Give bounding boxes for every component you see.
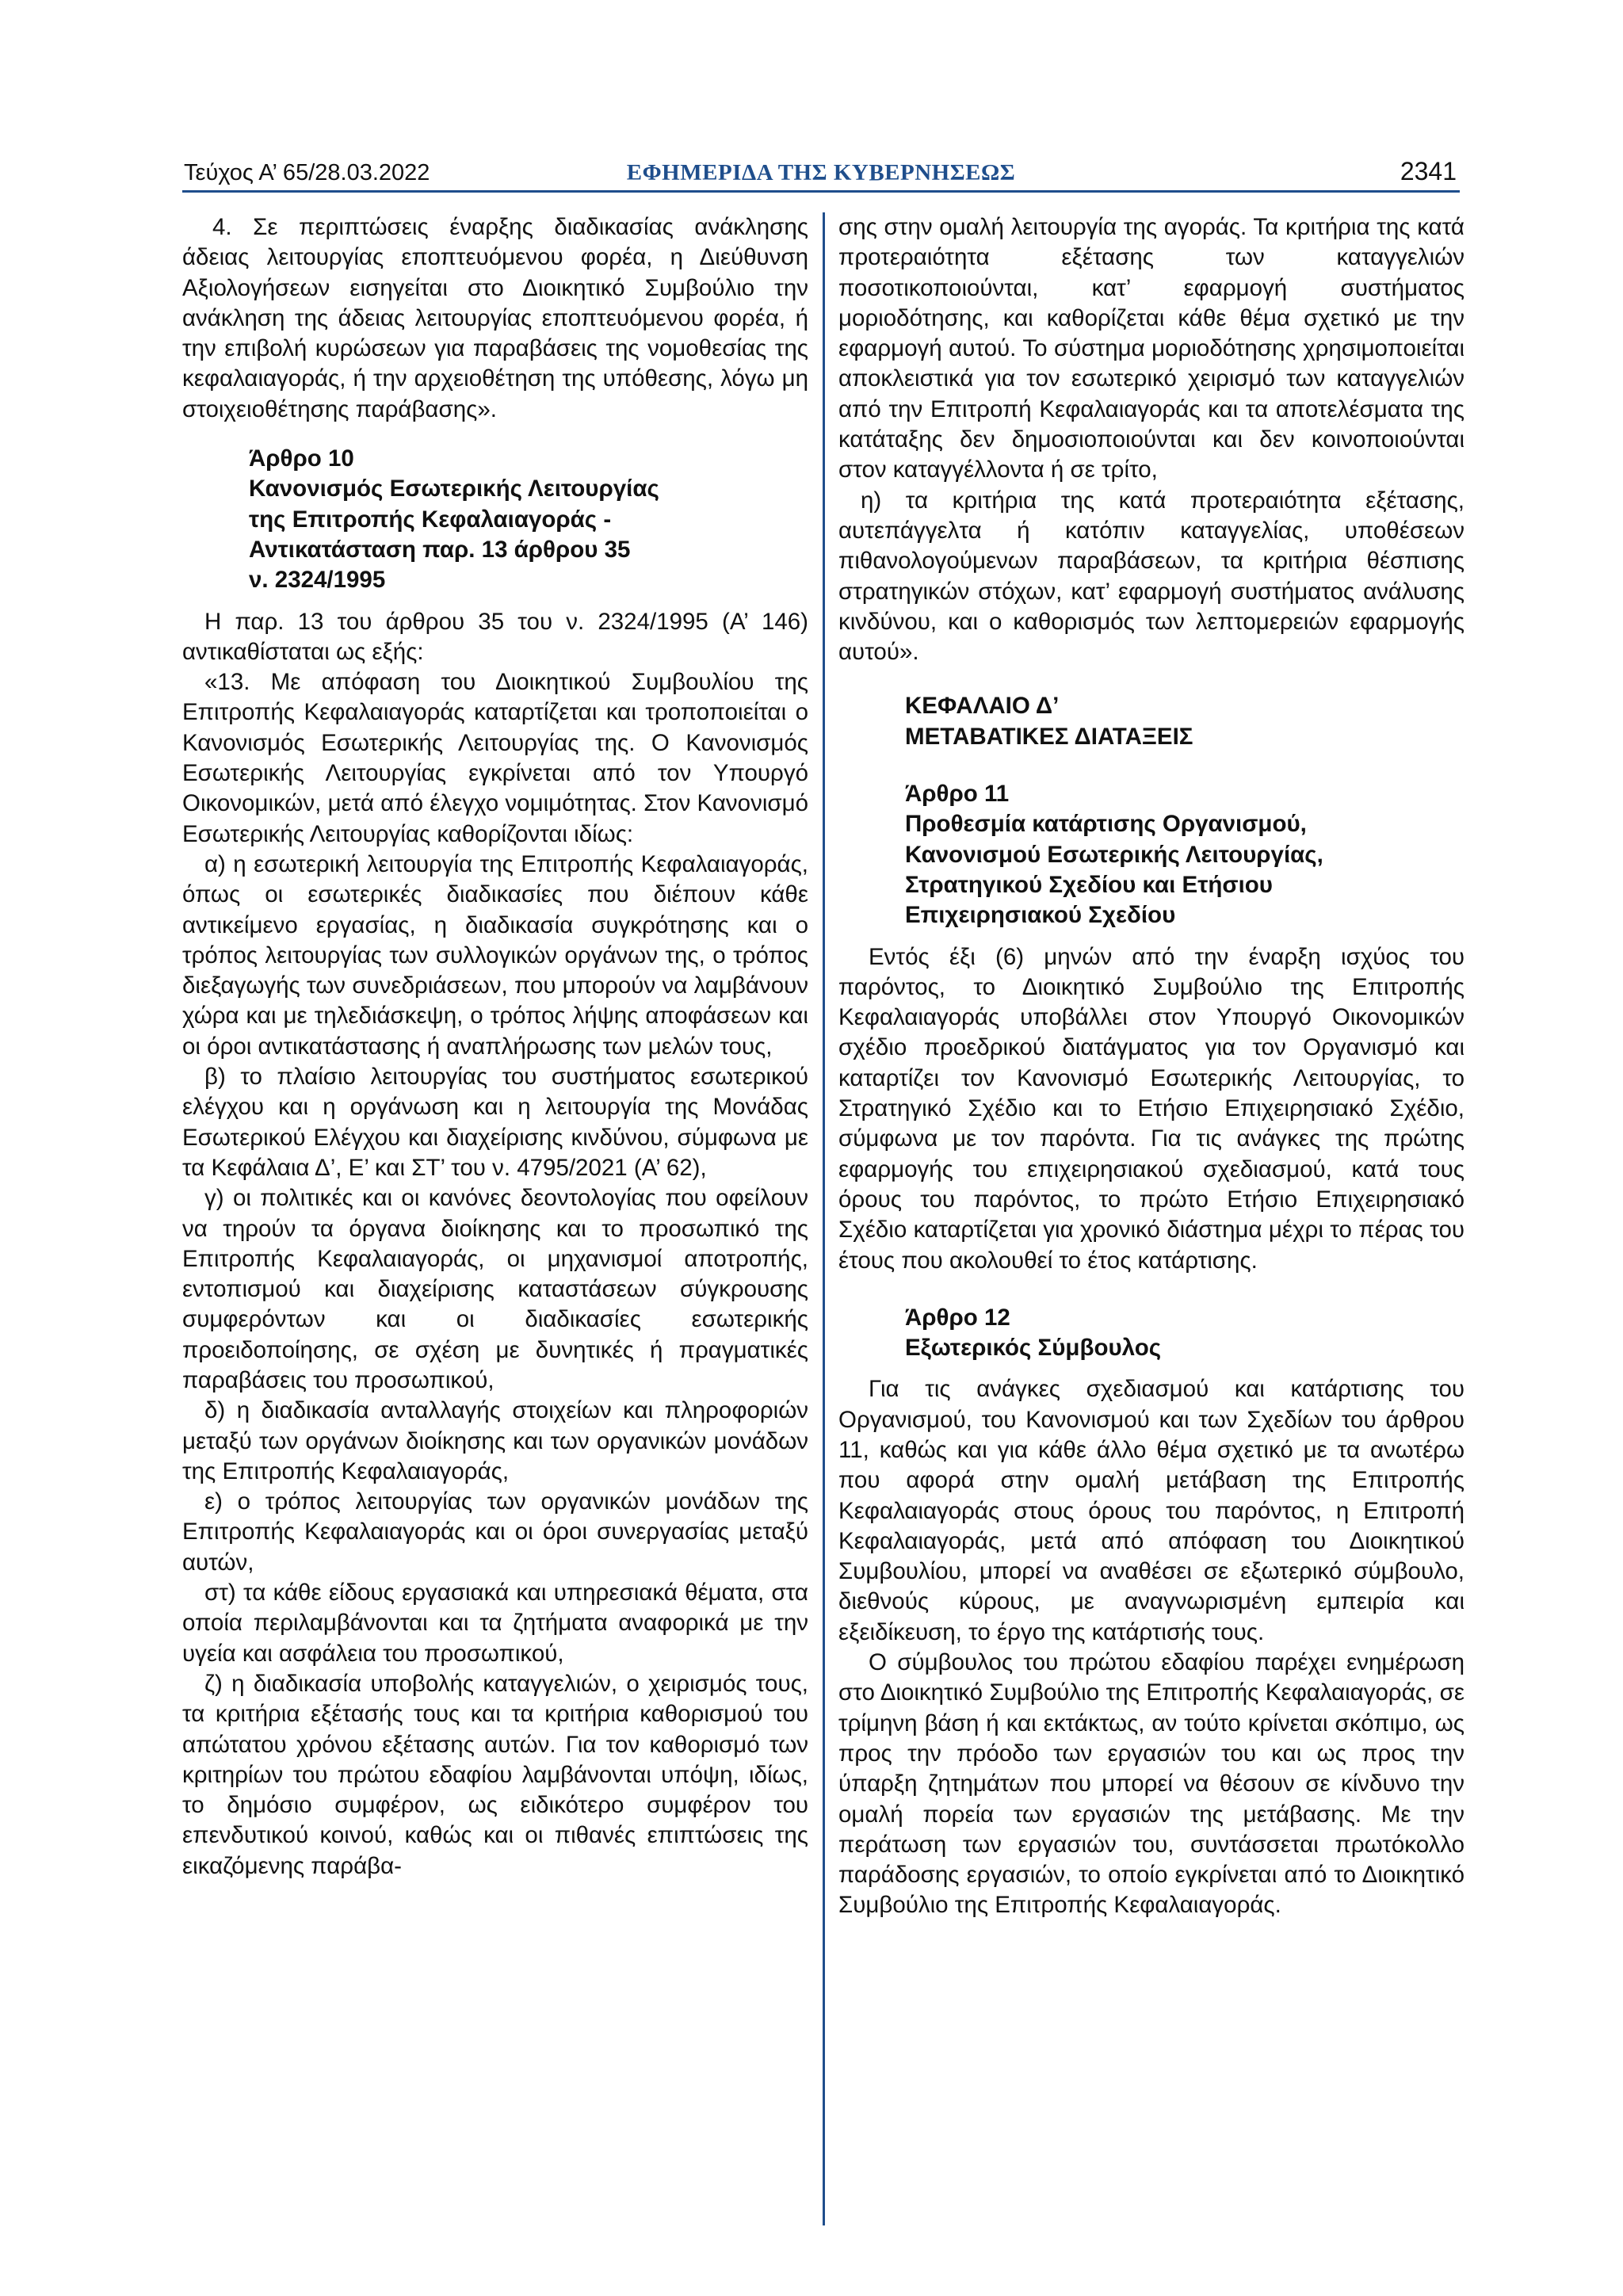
- item-b: β) το πλαίσιο λειτουργίας του συστήματος εσωτερικού ελέγχου και η οργάνωση και η λειτουργία της Μονάδας Εσωτερικού Ελέγχου και διαχείρισης κινδύνου, σύμφωνα με τα Κεφάλαια Δ’, Ε’ και ΣΤ’ του ν. 4795/2021 (Α’ 62),: [182, 1064, 808, 1181]
- article-number: Άρθρο 10: [249, 445, 354, 472]
- article-title-line: Στρατηγικού Σχεδίου και Ετήσιου: [905, 871, 1273, 898]
- page-number: 2341: [1400, 157, 1457, 185]
- item-d: δ) η διαδικασία ανταλλαγής στοιχείων και πληροφοριών μεταξύ των οργάνων διοίκησης και των οργανικών μονάδων της Επιτροπής Κεφαλαιαγοράς,: [182, 1397, 808, 1484]
- item-i: η) τα κριτήρια της κατά προτεραιότητα εξέτασης, αυτεπάγγελτα ή κατόπιν καταγγελίας, υποθέσεων πιθανολογούμενων παραβάσεων, τα κριτήρια θέσπισης στρατηγικών στόχων, κατ’ εφαρμογή συστήματος ανάλυσης κινδύνου, και ο καθορισμός των λεπτομερειών εφαρμογής αυτού».: [838, 487, 1465, 666]
- gazette-title: ΕΦΗΜΕΡΙΔΑ ΤΗΣ ΚΥΒΕΡΝΗΣΕΩΣ: [626, 160, 1016, 185]
- chapter-d-heading: [905, 691, 1465, 752]
- article-number: Άρθρο 11: [905, 781, 1010, 808]
- article-11-heading: [905, 779, 1465, 930]
- article-title-line: της Επιτροπής Κεφαλαιαγοράς -: [249, 506, 612, 533]
- article-title-line: ν. 2324/1995: [249, 567, 386, 594]
- article-title-line: Αντικατάσταση παρ. 13 άρθρου 35: [249, 536, 631, 563]
- item-a: α) η εσωτερική λειτουργία της Επιτροπής Κεφαλαιαγοράς, όπως οι εσωτερικές διαδικασίες που διέπουν κάθε αντικείμενο εργασίας, η διαδικασία συγκρότησης και ο τρόπος λειτουργίας των συλλογικών οργάνων της, ο τρόπος διεξαγωγής των συνεδριάσεων, που μπορούν να λαμβάνουν χώρα και με τηλεδιάσκεψη, ο τρόπος λήψης αποφάσεων και οι όροι αντικατάστασης ή αναπλήρωσης των μελών τους,: [182, 850, 808, 1060]
- chapter-title: ΜΕΤΑΒΑΤΙΚΕΣ ΔΙΑΤΑΞΕΙΣ: [905, 723, 1193, 750]
- item-e: ε) ο τρόπος λειτουργίας των οργανικών μονάδων της Επιτροπής Κεφαλαιαγοράς και οι όροι συνεργασίας μεταξύ αυτών,: [182, 1488, 808, 1576]
- issue-reference: Τεύχος Α’ 65/28.03.2022: [184, 160, 430, 185]
- paragraph-4: 4. Σε περιπτώσεις έναρξης διαδικασίας ανάκλησης άδειας λειτουργίας εποπτευόμενου φορέα, η Διεύθυνση Αξιολογήσεων εισηγείται στο Διοικητικό Συμβούλιο την ανάκληση της άδειας λειτουργίας εποπτευόμενου φορέα, ή την επιβολή κυρώσεων για παραβάσεις της νομοθεσίας της κεφαλαιαγοράς, ή την αρχειοθέτηση της υπόθεσης, λόγω μη στοιχειοθέτησης παράβασης».: [182, 214, 808, 422]
- gazette-page: [182, 151, 1465, 1919]
- paragraph-13: «13. Με απόφαση του Διοικητικού Συμβουλίου της Επιτροπής Κεφαλαιαγοράς καταρτίζεται και τροποποιείται ο Κανονισμός Εσωτερικής Λειτουργίας της. Ο Κανονισμός Εσωτερικής Λειτουργίας εγκρίνεται από τον Υπουργό Οικονομικών, μετά από έλεγχο νομιμότητας. Στον Κανονισμό Εσωτερικής Λειτουργίας καθορίζονται ιδίως:: [182, 669, 808, 847]
- article-10-heading: [249, 444, 808, 595]
- article-12-paragraph-2: Ο σύμβουλος του πρώτου εδαφίου παρέχει ενημέρωση στο Διοικητικό Συμβούλιο της Επιτροπής Κεφαλαιαγοράς, σε τρίμηνη βάση ή και εκτάκτως, αν τούτο κρίνεται σκόπιμο, ως προς την πρόοδο των εργασιών του και ως προς την ύπαρξη ζητημάτων που μπορεί να θέσουν σε κίνδυνο την ομαλή πορεία των εργασιών της μετάβασης. Με την περάτωση των εργασιών του, συντάσσεται πρωτόκολλο παράδοσης εργασιών, το οποίο εγκρίνεται από το Διοικητικό Συμβούλιο της Επιτροπής Κεφαλαιαγοράς.: [838, 1649, 1465, 1919]
- right-column: [838, 212, 1465, 1921]
- article-title-line: Προθεσμία κατάρτισης Οργανισμού,: [905, 811, 1307, 838]
- column-divider: [823, 212, 825, 2225]
- page-header: [182, 151, 1460, 193]
- article-title-line: Κανονισμού Εσωτερικής Λειτουργίας,: [905, 841, 1323, 868]
- article-number: Άρθρο 12: [905, 1304, 1010, 1331]
- item-z-continued: σης στην ομαλή λειτουργία της αγοράς. Τα κριτήρια της κατά προτεραιότητα εξέτασης των καταγγελιών ποσοτικοποιούνται, κατ’ εφαρμογή συστήματος μοριοδότησης, και καθορίζεται κάθε θέμα σχετικό με την εφαρμογή αυτού. Το σύστημα μοριοδότησης χρησιμοποιείται αποκλειστικά για τον εσωτερικό χειρισμό των καταγγελιών από την Επιτροπή Κεφαλαιαγοράς και τα αποτελέσματα της κατάταξης δεν δημοσιοποιούνται και δεν κοινοποιούνται στον καταγγέλλοντα ή σε τρίτο,: [838, 214, 1465, 483]
- article-title-line: Επιχειρησιακού Σχεδίου: [905, 902, 1176, 929]
- left-column: [182, 212, 808, 1881]
- item-st: στ) τα κάθε είδους εργασιακά και υπηρεσιακά θέματα, στα οποία περιλαμβάνονται και τα ζητήματα αναφορικά με την υγεία και ασφάλεια του προσωπικού,: [182, 1580, 808, 1667]
- article-title-line: Εξωτερικός Σύμβουλος: [905, 1335, 1162, 1362]
- article-10-intro: Η παρ. 13 του άρθρου 35 του ν. 2324/1995 (Α’ 146) αντικαθίσταται ως εξής:: [182, 608, 808, 665]
- article-11-text: Εντός έξι (6) μηνών από την έναρξη ισχύος του παρόντος, το Διοικητικό Συμβούλιο της Επιτροπής Κεφαλαιαγοράς υποβάλλει στον Υπουργό Οικονομικών σχέδιο προεδρικού διατάγματος για τον Οργανισμό και καταρτίζει τον Κανονισμό Εσωτερικής Λειτουργίας, το Στρατηγικό Σχέδιο και το Ετήσιο Επιχειρησιακό Σχέδιο, σύμφωνα με τον παρόντα. Για τις ανάγκες της πρώτης εφαρμογής του επιχειρησιακού σχεδιασμού, κατά τους όρους του παρόντος, το πρώτο Ετήσιο Επιχειρησιακό Σχέδιο καταρτίζεται για χρονικό διάστημα μέχρι το πέρας του έτους που ακολουθεί το έτος κατάρτισης.: [838, 943, 1465, 1274]
- article-12-heading: [905, 1303, 1465, 1364]
- item-z: ζ) η διαδικασία υποβολής καταγγελιών, ο χειρισμός τους, τα κριτήρια εξέτασής τους και τα κριτήρια καθορισμού του απώτατου χρόνου εξέτασης αυτών. Για τον καθορισμό των κριτηρίων του πρώτου εδαφίου λαμβάνονται υπόψη, ιδίως, το δημόσιο συμφέρον, ως ειδικότερο συμφέρον του επενδυτικού κοινού, καθώς και οι πιθανές επιπτώσεις της εικαζόμενης παράβα-: [182, 1670, 808, 1879]
- article-12-paragraph-1: Για τις ανάγκες σχεδιασμού και κατάρτισης του Οργανισμού, του Κανονισμού και των Σχεδίων του άρθρου 11, καθώς και για κάθε άλλο θέμα σχετικό με τα ανωτέρω που αφορά στην ομαλή μετάβαση της Επιτροπής Κεφαλαιαγοράς στους όρους του παρόντος, η Επιτροπή Κεφαλαιαγοράς, μετά από απόφαση του Διοικητικού Συμβουλίου, μπορεί να αναθέσει σε εξωτερικό σύμβουλο, διεθνούς κύρους, με αναγνωρισμένη εμπειρία και εξειδίκευση, το έργο της κατάρτισής τους.: [838, 1376, 1465, 1645]
- chapter-number: ΚΕΦΑΛΑΙΟ Δ’: [905, 693, 1060, 720]
- article-title-line: Κανονισμός Εσωτερικής Λειτουργίας: [249, 476, 659, 502]
- item-g: γ) οι πολιτικές και οι κανόνες δεοντολογίας που οφείλουν να τηρούν τα όργανα διοίκησης και το προσωπικό της Επιτροπής Κεφαλαιαγοράς, οι μηχανισμοί αποτροπής, εντοπισμού και διαχείρισης καταστάσεων σύγκρουσης συμφερόντων και οι διαδικασίες εσωτερικής προειδοποίησης, σε σχέση με δυνητικές ή πραγματικές παραβάσεις του προσωπικού,: [182, 1185, 808, 1393]
